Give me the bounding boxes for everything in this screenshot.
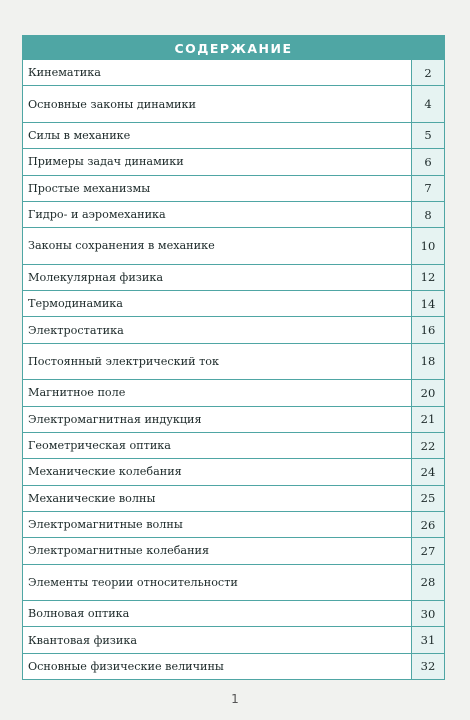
toc-entry-page: 6 [411, 149, 444, 174]
toc-entry-page: 14 [411, 291, 444, 316]
toc-entry-title: Термодинамика [28, 297, 123, 311]
toc-entry-page: 31 [411, 627, 444, 652]
toc-row [23, 60, 444, 85]
toc-entry-title: Простые механизмы [28, 181, 151, 195]
toc-entry-page: 21 [411, 407, 444, 432]
toc-row [23, 201, 444, 227]
toc-row [23, 85, 444, 121]
toc-row [23, 175, 444, 201]
toc-entry-title: Электромагнитные колебания [28, 544, 210, 558]
toc-entry-title: Электростатика [28, 323, 124, 337]
toc-entry-page: 16 [411, 317, 444, 342]
toc-row [23, 600, 444, 626]
toc-entry-page: 10 [411, 228, 444, 263]
toc-entry-title: Молекулярная физика [28, 270, 163, 284]
toc-entry-title: Электромагнитные волны [28, 518, 183, 532]
toc-entry-page: 27 [411, 538, 444, 563]
toc-entry-title: Электромагнитная индукция [28, 412, 202, 426]
toc-row [23, 316, 444, 342]
toc-row [23, 564, 444, 600]
toc-row [23, 537, 444, 563]
toc-row [23, 432, 444, 458]
toc-entry-title: Элементы теории относительности [28, 575, 238, 589]
toc-row [23, 227, 444, 263]
toc-entry-title: Механические колебания [28, 465, 182, 479]
toc-entry-page: 32 [411, 654, 444, 679]
toc-entry-page: 8 [411, 202, 444, 227]
toc-entry-title: Квантовая физика [28, 633, 138, 647]
toc-entry-page: 5 [411, 123, 444, 148]
toc-entry-title: Волновая оптика [28, 607, 130, 621]
toc-entry-title: Магнитное поле [28, 386, 126, 400]
toc-row [23, 458, 444, 484]
toc-row [23, 511, 444, 537]
toc-entry-title: Геометрическая оптика [28, 439, 171, 453]
toc-entry-page: 28 [411, 565, 444, 600]
toc-row [23, 626, 444, 652]
toc-row [23, 653, 444, 679]
toc-entry-title: Основные физические величины [28, 659, 224, 673]
toc-row [23, 485, 444, 511]
toc-entry-title: Кинематика [28, 66, 101, 80]
toc-row [23, 148, 444, 174]
toc-row [23, 122, 444, 148]
toc-entry-page: 2 [411, 60, 444, 85]
toc-entry-page: 30 [411, 601, 444, 626]
toc-row [23, 379, 444, 405]
toc-entry-title: Гидро- и аэромеханика [28, 208, 166, 222]
toc-entry-page: 18 [411, 344, 444, 379]
toc-entry-page: 7 [411, 176, 444, 201]
toc-entries [23, 60, 444, 679]
toc-entry-page: 20 [411, 380, 444, 405]
toc-row [23, 343, 444, 379]
toc-title: СОДЕРЖАНИЕ [174, 40, 293, 56]
toc-entry-page: 24 [411, 459, 444, 484]
toc-entry-page: 22 [411, 433, 444, 458]
toc-entry-title: Законы сохранения в механике [28, 239, 215, 253]
toc-row [23, 264, 444, 290]
page-number: 1 [231, 692, 239, 706]
toc-entry-page: 4 [411, 86, 444, 121]
toc-entry-title: Механические волны [28, 491, 156, 505]
table-of-contents [22, 35, 445, 680]
toc-entry-page: 26 [411, 512, 444, 537]
toc-header [23, 36, 444, 60]
toc-entry-page: 12 [411, 265, 444, 290]
toc-entry-title: Основные законы динамики [28, 97, 196, 111]
toc-entry-title: Постоянный электрический ток [28, 354, 220, 368]
toc-row [23, 290, 444, 316]
toc-entry-page: 25 [411, 486, 444, 511]
toc-entry-title: Примеры задач динамики [28, 155, 184, 169]
toc-row [23, 406, 444, 432]
toc-entry-title: Силы в механике [28, 128, 131, 142]
